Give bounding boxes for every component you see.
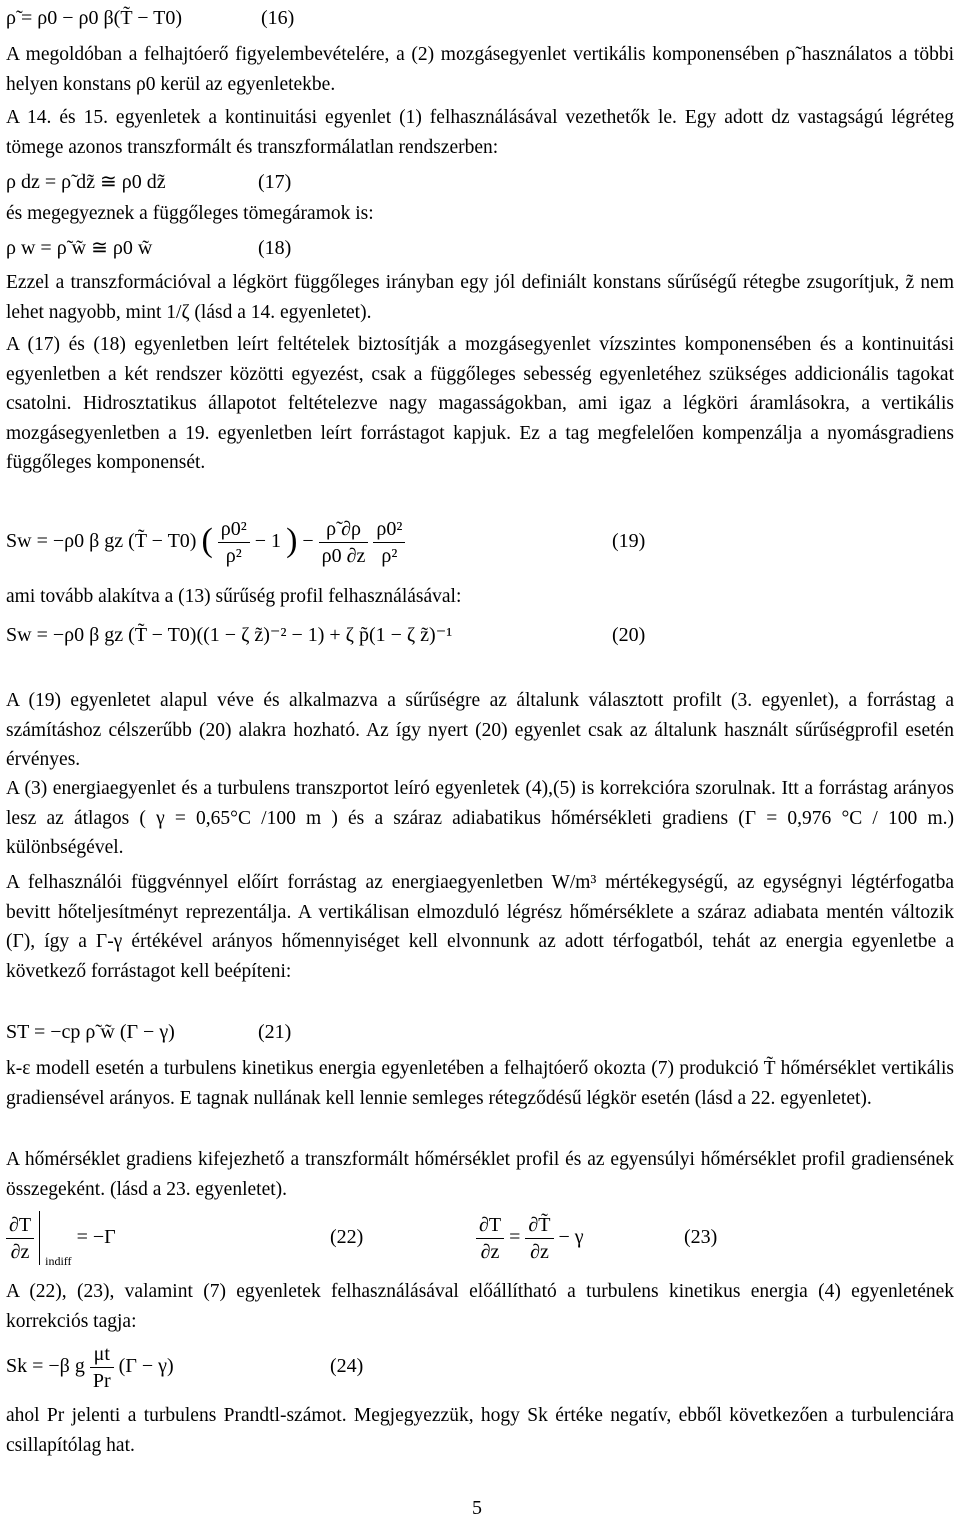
equation-22-number: (22) xyxy=(330,1226,364,1248)
page-number: 5 xyxy=(472,1497,482,1519)
equation-16-number: (16) xyxy=(261,7,295,29)
paragraph-buoyancy: A megoldóban a felhajtóerő figyelembevételére, a (2) mozgásegyenlet vertikális komponensében ρ̃ használatos a többi helyen konstans ρ0 kerül az egyenletekbe. xyxy=(6,44,954,95)
equation-21 xyxy=(6,1016,292,1048)
equation-23-rhs: − γ xyxy=(558,1226,584,1248)
paragraph-mass-flux: és megegyeznek a függőleges tömegáramok is: xyxy=(6,203,374,224)
equation-18 xyxy=(6,232,292,264)
paragraph-continuity: A 14. és 15. egyenletek a kontinuitási egyenlet (1) felhasználásával vezethetők le. Egy adott dz vastagságú légréteg tömege azonos transzformált és transzformálatlan rendszerben: xyxy=(6,107,954,158)
paragraph-density-profile: ami tovább alakítva a (13) sűrűség profil felhasználásával: xyxy=(6,586,462,607)
equation-20-number: (20) xyxy=(612,624,646,646)
paragraph-hydrostatic: A (17) és (18) egyenletben leírt feltételek biztosítják a mozgásegyenlet vízszintes komponensében és a kontinuitási egyenletben a két rendszer közötti egyezést, csak a függőleges sebesség egyenletéhez szükséges addicionális tagokat csatolni. Hidrosztatikus állapotot feltételezve nagy magasságokban, ami igaz a légköri áramlásokra, a vertikális mozgásegyenletben a 19. egyenletben leírt forrástagot kapjuk. Ez a tag megfelelően kompenzálja a nyomásgradiens függőleges komponensét. xyxy=(6,334,954,473)
equation-24-rhs: (Γ − γ) xyxy=(118,1355,174,1377)
equation-17-formula: ρ dz = ρ̃ dz̃ ≅ ρ0 dz̃ xyxy=(6,171,166,193)
paragraph-prandtl: ahol Pr jelenti a turbulens Prandtl-számot. Megjegyezzük, hogy Sk értéke negatív, ebből következően a turbulenciára csillapítólag hat. xyxy=(6,1405,954,1456)
equation-17-number: (17) xyxy=(258,171,292,193)
equation-22-subscript: indiff xyxy=(45,1254,72,1268)
equation-21-number: (21) xyxy=(258,1021,292,1043)
equation-22: $\frac{\partial T}{\partial z}$ $_{indiff}$ = −Γ (22) xyxy=(6,1205,116,1269)
paragraph-user-function: A felhasználói függvénnyel előírt forrástag az energiaegyenletben W/m³ mértékegységű, az egységnyi légtérfogatba bevitt hőteljesítményt reprezentálja. A vertikálisan elmozduló légrész hőmérséklete a száraz adiabata mentén változik (Γ), így a Γ-γ értékével arányos hőmennyiséget kell elvonnunk az adott térfogatból, tehát az energia egyenletbe a következő forrástagot kell beépíteni: xyxy=(6,872,954,982)
equation-20-formula: Sw = −ρ0 β gz (T̃ − T0)((1 − ζ z̃)⁻² − 1) + ζ p̃(1 − ζ z̃)⁻¹ xyxy=(6,624,453,646)
paragraph-temperature-gradient: A hőmérséklet gradiens kifejezhető a transzformált hőmérséklet profil és az egyensúlyi hőmérséklet profil gradiensének összegeként. (lásd a 23. egyenletet). xyxy=(6,1149,954,1200)
equation-19-number: (19) xyxy=(612,530,646,552)
equation-19-lhs: Sw = −ρ0 β gz (T̃ − T0) xyxy=(6,530,197,552)
paragraph-k-epsilon: k-ε modell esetén a turbulens kinetikus energia egyenletében a felhajtóerő okozta (7) produkció T̃ hőmérséklet vertikális gradiensével arányos. E tagnak nullának kell lennie semleges rétegződésű légkör esetén (lásd a 22. egyenletet). xyxy=(6,1058,954,1109)
equation-19-fraction-2: $\frac{\rhõ \partial\rho}{\rho 0 \partial z}$ xyxy=(319,516,369,569)
equation-23: $\frac{\partial T}{\partial z}$ = $\frac{\partial T̃}{\partial z}$ − γ (23) xyxy=(476,1205,584,1269)
equation-19-fraction-1: $\frac{\text{ρ0²}}{\text{ρ²}}$ xyxy=(218,516,250,569)
paragraph-transformation: Ezzel a transzformációval a légkört függőleges irányban egy jól definiált konstans sűrűségű rétegbe zsugorítjuk, z̃ nem lehet nagyobb, mint 1/ζ (lásd a 14. egyenletet). xyxy=(6,272,954,323)
equation-18-number: (18) xyxy=(258,237,292,259)
paragraph-source-term: A (19) egyenletet alapul véve és alkalmazva a sűrűségre az általunk választott profilt (3. egyenlet), a forrástag a számításhoz célszerűbb (20) alakra hozható. Az így nyert (20) egyenlet csak az általunk használt sűrűségprofil esetén érvényes. xyxy=(6,690,954,770)
equation-16-formula: ρ̃ = ρ0 − ρ0 β(T̃ − T0) xyxy=(6,7,182,29)
equation-24-lhs: Sk = −β g xyxy=(6,1355,85,1377)
equation-24: Sk = −β g $\frac{\mu t}{Pr}$ (Γ − γ) (24) xyxy=(6,1336,174,1396)
equation-22-rhs: = −Γ xyxy=(76,1226,116,1248)
equation-21-formula: ST = −cp ρ̃ w̃ (Γ − γ) xyxy=(6,1021,175,1043)
equation-17 xyxy=(6,166,292,198)
equation-18-formula: ρ w = ρ̃ w̃ ≅ ρ0 w̃ xyxy=(6,237,153,259)
equation-23-number: (23) xyxy=(684,1226,718,1248)
equation-20 xyxy=(6,619,646,651)
equation-16 xyxy=(6,2,295,34)
paragraph-energy-correction: A (3) energiaegyenlet és a turbulens transzportot leíró egyenletek (4),(5) is korrekcióra szorulnak. Itt a forrástag arányos lesz az átlagos ( γ = 0,65°C /100 m ) és a száraz adiabatikus hőmérsékleti gradiens (Γ = 0,976 °C / 100 m.) különbségével. xyxy=(6,778,954,858)
paragraph-correction-term: A (22), (23), valamint (7) egyenletek felhasználásával előállítható a turbulens kinetikus energia (4) egyenletének korrekciós tagja: xyxy=(6,1281,954,1332)
equation-24-number: (24) xyxy=(330,1355,364,1377)
equation-19-fraction-3: $\frac{\text{ρ0²}}{\text{ρ²}}$ xyxy=(373,516,405,569)
equation-19: Sw = −ρ0 β gz (T̃ − T0) ( $\frac{\text{ρ0²}}{\text{ρ²}}$ − 1 ) − $\frac{\rhõ \partial\rho}{\rho 0 \partial z}$ $\frac{\text{ρ0²}}{\text{ρ²}}$ (19) xyxy=(6,505,405,577)
